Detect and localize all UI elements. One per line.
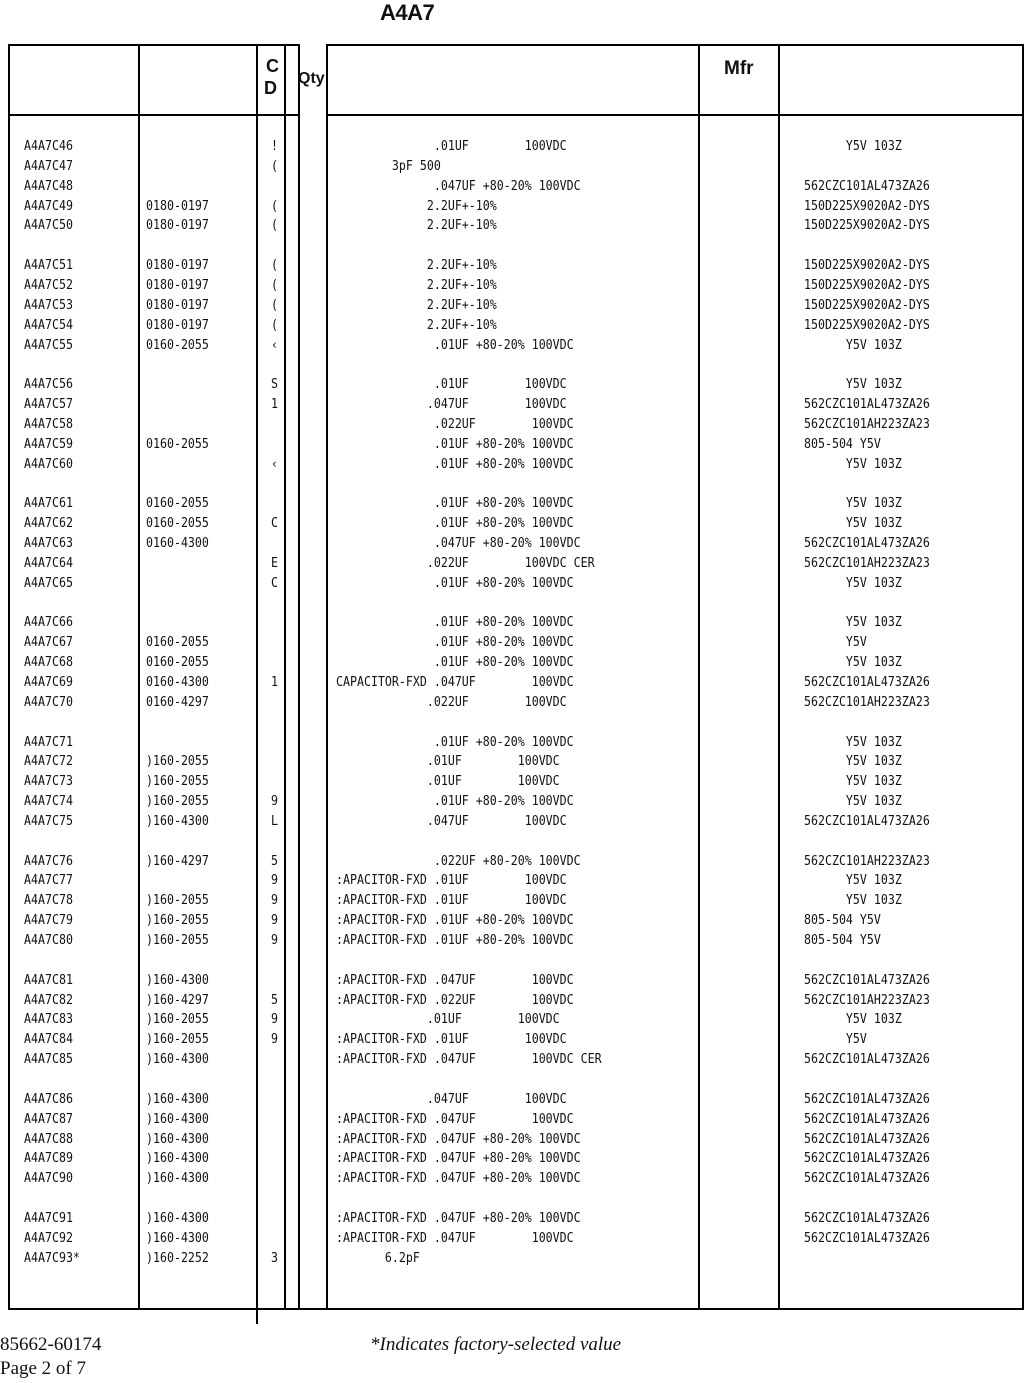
mfr-part-number: Y5V 103Z: [803, 733, 902, 750]
mfr-part-number: 562CZC101AL473ZA26: [803, 396, 930, 413]
part-number: )160-2055: [145, 932, 209, 948]
check-digit: E: [270, 554, 278, 571]
ref-designator: A4A7C62: [23, 515, 73, 532]
table-row: [0, 890, 902, 910]
mfr-part-number: 562CZC101AH223ZA23: [803, 852, 930, 869]
ref-designator: A4A7C78: [23, 892, 73, 909]
table-row: [0, 156, 888, 176]
ref-designator: A4A7C55: [23, 336, 73, 353]
table-row: [0, 215, 930, 235]
part-number: )160-2055: [145, 1031, 209, 1048]
part-number: )160-2055: [145, 892, 209, 909]
table-row: [0, 434, 888, 454]
ref-designator: A4A7C50: [23, 217, 73, 234]
table-row: [0, 692, 930, 712]
table-row: [0, 1089, 930, 1109]
page-title: A4A7: [380, 0, 435, 25]
ref-designator: A4A7C61: [23, 495, 73, 512]
part-number: )160-2055: [145, 793, 209, 810]
mfr-part-number: 562CZC101AH223ZA23: [803, 415, 930, 432]
mfr-part-number: Y5V 103Z: [803, 654, 902, 671]
table-row: [0, 672, 930, 692]
table-row: [0, 275, 930, 295]
description: :APACITOR-FXD .047UF +80-20% 100VDC: [335, 1170, 581, 1187]
part-number: 0180-0197: [145, 197, 209, 214]
check-digit: ‹: [270, 336, 278, 353]
part-number: 0180-0197: [145, 257, 209, 274]
description: 2.2UF+-10%: [335, 316, 497, 333]
description: .01UF 100VDC: [335, 753, 560, 770]
description: 2.2UF+-10%: [335, 296, 497, 313]
description: :APACITOR-FXD .047UF +80-20% 100VDC: [335, 1130, 581, 1147]
description: .022UF +80-20% 100VDC: [335, 852, 581, 869]
mfr-part-number: 562CZC101AL473ZA26: [803, 1229, 930, 1246]
description: .022UF 100VDC: [335, 415, 574, 432]
description: :APACITOR-FXD .01UF 100VDC: [335, 892, 567, 909]
mfr-part-number: 562CZC101AL473ZA26: [803, 1170, 930, 1187]
ref-designator: A4A7C92: [23, 1229, 73, 1246]
part-number: )160-2055: [145, 773, 209, 790]
ref-designator: A4A7C71: [23, 733, 73, 750]
part-number: 0180-0197: [145, 316, 209, 333]
check-digit: 9: [270, 932, 278, 948]
table-row: [0, 771, 902, 791]
check-digit: 9: [270, 793, 278, 810]
ref-designator: A4A7C77: [23, 872, 73, 889]
ref-designator: A4A7C54: [23, 316, 73, 333]
part-number: 0160-4300: [145, 535, 209, 551]
description: .01UF +80-20% 100VDC: [335, 793, 574, 810]
check-digit: 5: [270, 852, 278, 869]
table-top-rule-right: [328, 44, 1022, 46]
table-row: [0, 1029, 888, 1049]
ref-designator: A4A7C47: [23, 157, 73, 174]
part-number: )160-4300: [145, 971, 209, 988]
description: .022UF 100VDC: [335, 693, 567, 710]
table-row: [0, 910, 888, 930]
ref-designator: A4A7C74: [23, 793, 73, 810]
ref-designator: A4A7C86: [23, 1090, 73, 1107]
ref-designator: A4A7C69: [23, 673, 73, 690]
part-number: )160-4300: [145, 1090, 209, 1107]
part-number: 0160-2055: [145, 336, 209, 353]
check-digit: (: [270, 316, 278, 333]
table-row: [0, 1248, 888, 1268]
mfr-part-number: Y5V 103Z: [803, 793, 902, 810]
part-number: )160-4300: [145, 1110, 209, 1127]
part-number: )160-4297: [145, 991, 209, 1008]
mfr-part-number: 562CZC101AH223ZA23: [803, 991, 930, 1008]
table-row: [0, 1109, 930, 1129]
description: .01UF +80-20% 100VDC: [335, 654, 574, 671]
mfr-part-number: 805-504 Y5V: [803, 435, 881, 452]
ref-designator: A4A7C70: [23, 693, 73, 710]
check-digit: 1: [270, 673, 278, 690]
table-row: [0, 870, 902, 890]
table-row: [0, 295, 930, 315]
mfr-part-number: Y5V 103Z: [803, 773, 902, 790]
ref-designator: A4A7C65: [23, 574, 73, 591]
part-number: 0160-2055: [145, 634, 209, 651]
part-number: 0160-4300: [145, 673, 209, 690]
description: .047UF 100VDC: [335, 812, 567, 829]
check-digit: 3: [270, 1249, 278, 1266]
mfr-part-number: 562CZC101AL473ZA26: [803, 1051, 930, 1068]
check-digit: (: [270, 296, 278, 313]
part-number: )160-2055: [145, 1011, 209, 1028]
part-number: )160-4300: [145, 812, 209, 829]
description: .01UF +80-20% 100VDC: [335, 614, 574, 631]
ref-designator: A4A7C91: [23, 1209, 73, 1226]
description: .01UF +80-20% 100VDC: [335, 515, 574, 532]
ref-designator: A4A7C46: [23, 138, 73, 154]
ref-designator: A4A7C59: [23, 435, 73, 452]
description: .01UF +80-20% 100VDC: [335, 574, 574, 591]
part-number: )160-4300: [145, 1229, 209, 1246]
ref-designator: A4A7C48: [23, 177, 73, 194]
check-digit: (: [270, 217, 278, 234]
ref-designator: A4A7C90: [23, 1170, 73, 1187]
ref-designator: A4A7C58: [23, 415, 73, 432]
description: .01UF 100VDC: [335, 138, 567, 154]
check-digit: 9: [270, 1031, 278, 1048]
table-row: [0, 414, 930, 434]
table-row: [0, 493, 902, 513]
mfr-part-number: 150D225X9020A2-DYS: [803, 316, 930, 333]
description: :APACITOR-FXD .022UF 100VDC: [335, 991, 574, 1008]
description: .01UF 100VDC: [335, 1011, 560, 1028]
mfr-part-number: 150D225X9020A2-DYS: [803, 217, 930, 234]
table-row: [0, 970, 930, 990]
table-row: [0, 811, 930, 831]
ref-designator: A4A7C57: [23, 396, 73, 413]
check-digit: 9: [270, 872, 278, 889]
part-number: 0180-0197: [145, 296, 209, 313]
table-row: [0, 791, 902, 811]
mfr-part-number: 562CZC101AL473ZA26: [803, 177, 930, 194]
table-row: [0, 533, 930, 553]
mfr-part-number: Y5V 103Z: [803, 495, 902, 512]
table-row: [0, 1228, 930, 1248]
description: :APACITOR-FXD .01UF 100VDC: [335, 872, 567, 889]
ref-designator: A4A7C89: [23, 1150, 73, 1167]
ref-designator: A4A7C87: [23, 1110, 73, 1127]
check-digit: 9: [270, 892, 278, 909]
ref-designator: A4A7C49: [23, 197, 73, 214]
mfr-part-number: 562CZC101AL473ZA26: [803, 1209, 930, 1226]
check-digit: 5: [270, 991, 278, 1008]
mfr-part-number: Y5V 103Z: [803, 753, 902, 770]
part-number: 0160-4297: [145, 693, 209, 710]
description: :APACITOR-FXD .047UF 100VDC CER: [335, 1051, 602, 1068]
description: .01UF 100VDC: [335, 376, 567, 393]
part-number: )160-4300: [145, 1209, 209, 1226]
table-bottom-rule: [8, 1308, 1024, 1310]
mfr-part-number: 150D225X9020A2-DYS: [803, 257, 930, 274]
description: :APACITOR-FXD .01UF +80-20% 100VDC: [335, 932, 574, 948]
part-number: )160-4300: [145, 1170, 209, 1187]
table-row: [0, 990, 930, 1010]
mfr-part-number: Y5V 103Z: [803, 1011, 902, 1028]
doc-number: 85662-60174: [0, 1334, 102, 1355]
mfr-part-number: 562CZC101AH223ZA23: [803, 693, 930, 710]
check-digit: (: [270, 197, 278, 214]
description: .01UF +80-20% 100VDC: [335, 455, 574, 472]
table-row: [0, 851, 930, 871]
description: .01UF +80-20% 100VDC: [335, 435, 574, 452]
ref-designator: A4A7C72: [23, 753, 73, 770]
mfr-part-number: Y5V 103Z: [803, 872, 902, 889]
check-digit: C: [270, 515, 278, 532]
ref-designator: A4A7C63: [23, 535, 73, 551]
mfr-part-number: Y5V 103Z: [803, 574, 902, 591]
col-line-right: [1022, 44, 1024, 1310]
mfr-part-number: Y5V 103Z: [803, 614, 902, 631]
description: :APACITOR-FXD .047UF 100VDC: [335, 1229, 574, 1246]
mfr-part-number: Y5V 103Z: [803, 455, 902, 472]
part-number: 0160-2055: [145, 515, 209, 532]
description: .022UF 100VDC CER: [335, 554, 595, 571]
part-number: )160-4297: [145, 852, 209, 869]
description: 3pF 500: [335, 157, 441, 174]
mfr-part-number: 150D225X9020A2-DYS: [803, 296, 930, 313]
part-number: 0180-0197: [145, 276, 209, 293]
table-row: [0, 732, 902, 752]
table-row: [0, 454, 902, 474]
check-digit: (: [270, 157, 278, 174]
ref-designator: A4A7C56: [23, 376, 73, 393]
ref-designator: A4A7C83: [23, 1011, 73, 1028]
ref-designator: A4A7C64: [23, 554, 73, 571]
mfr-part-number: 562CZC101AL473ZA26: [803, 812, 930, 829]
check-digit: 9: [270, 912, 278, 929]
table-row: [0, 1009, 902, 1029]
table-row: [0, 196, 930, 216]
ref-designator: A4A7C67: [23, 634, 73, 651]
table-row: [0, 513, 902, 533]
mfr-part-number: 150D225X9020A2-DYS: [803, 276, 930, 293]
ref-designator: A4A7C85: [23, 1051, 73, 1068]
check-digit: C: [270, 574, 278, 591]
ref-designator: A4A7C88: [23, 1130, 73, 1147]
table-header-rule-right: [328, 114, 1022, 116]
description: .01UF +80-20% 100VDC: [335, 733, 574, 750]
description: .047UF +80-20% 100VDC: [335, 535, 581, 551]
mfr-part-number: 805-504 Y5V: [803, 912, 881, 929]
check-digit: ‹: [270, 455, 278, 472]
description: 2.2UF+-10%: [335, 257, 497, 274]
mfr-part-number: 562CZC101AL473ZA26: [803, 673, 930, 690]
description: 2.2UF+-10%: [335, 197, 497, 214]
ref-designator: A4A7C68: [23, 654, 73, 671]
description: .01UF 100VDC: [335, 773, 560, 790]
part-number: 0160-2055: [145, 654, 209, 671]
mfr-part-number: Y5V: [803, 634, 867, 651]
mfr-part-number: Y5V: [803, 1031, 867, 1048]
ref-designator: A4A7C51: [23, 257, 73, 274]
table-row: [0, 1129, 930, 1149]
description: :APACITOR-FXD .01UF 100VDC: [335, 1031, 567, 1048]
part-number: )160-4300: [145, 1051, 209, 1068]
part-number: )160-2252: [145, 1249, 209, 1266]
table-row: [0, 930, 888, 950]
header-mfr: Mfr: [724, 58, 754, 79]
factory-selected-note: *Indicates factory-selected value: [370, 1334, 622, 1355]
mfr-part-number: 562CZC101AL473ZA26: [803, 535, 930, 551]
check-digit: (: [270, 276, 278, 293]
description: .047UF 100VDC: [335, 1090, 567, 1107]
table-row: [0, 315, 930, 335]
description: .047UF +80-20% 100VDC: [335, 177, 581, 194]
mfr-part-number: Y5V 103Z: [803, 515, 902, 532]
table-row: [0, 1148, 930, 1168]
table-row: [0, 176, 930, 196]
description: 2.2UF+-10%: [335, 217, 497, 234]
ref-designator: A4A7C82: [23, 991, 73, 1008]
ref-designator: A4A7C76: [23, 852, 73, 869]
part-number: 0160-2055: [145, 495, 209, 512]
table-row: [0, 394, 930, 414]
description: .01UF +80-20% 100VDC: [335, 336, 574, 353]
description: :APACITOR-FXD .047UF +80-20% 100VDC: [335, 1209, 581, 1226]
ref-designator: A4A7C60: [23, 455, 73, 472]
ref-designator: A4A7C75: [23, 812, 73, 829]
description: .047UF 100VDC: [335, 396, 567, 413]
table-row: [0, 573, 902, 593]
mfr-part-number: 562CZC101AH223ZA23: [803, 554, 930, 571]
table-row: [0, 1049, 930, 1069]
mfr-part-number: 562CZC101AL473ZA26: [803, 1150, 930, 1167]
ref-designator: A4A7C52: [23, 276, 73, 293]
ref-designator: A4A7C53: [23, 296, 73, 313]
check-digit: 1: [270, 396, 278, 413]
table-row: [0, 1208, 930, 1228]
description: .01UF +80-20% 100VDC: [335, 634, 574, 651]
ref-designator: A4A7C79: [23, 912, 73, 929]
ref-designator: A4A7C81: [23, 971, 73, 988]
table-row: [0, 632, 888, 652]
mfr-part-number: Y5V 103Z: [803, 892, 902, 909]
part-number: )160-2055: [145, 912, 209, 929]
description: :APACITOR-FXD .01UF +80-20% 100VDC: [335, 912, 574, 929]
description: .01UF +80-20% 100VDC: [335, 495, 574, 512]
mfr-part-number: Y5V 103Z: [803, 138, 902, 154]
table-row: [0, 553, 930, 573]
table-row: [0, 335, 902, 355]
part-number: )160-2055: [145, 753, 209, 770]
mfr-part-number: 562CZC101AL473ZA26: [803, 1090, 930, 1107]
description: CAPACITOR-FXD .047UF 100VDC: [335, 673, 574, 690]
table-row: [0, 652, 902, 672]
ref-designator: A4A7C84: [23, 1031, 73, 1048]
mfr-part-number: 562CZC101AL473ZA26: [803, 1130, 930, 1147]
table-row: [0, 1168, 930, 1188]
table-row: [0, 374, 902, 394]
part-number: )160-4300: [145, 1150, 209, 1167]
check-digit: !: [270, 138, 278, 154]
table-row: [0, 255, 930, 275]
check-digit: L: [270, 812, 278, 829]
check-digit: 9: [270, 1011, 278, 1028]
part-number: )160-4300: [145, 1130, 209, 1147]
mfr-part-number: Y5V 103Z: [803, 376, 902, 393]
check-digit: (: [270, 257, 278, 274]
mfr-part-number: 150D225X9020A2-DYS: [803, 197, 930, 214]
description: 2.2UF+-10%: [335, 276, 497, 293]
mfr-part-number: 562CZC101AL473ZA26: [803, 971, 930, 988]
mfr-part-number: 805-504 Y5V: [803, 932, 881, 948]
description: 6.2pF: [335, 1249, 420, 1266]
mfr-part-number: Y5V 103Z: [803, 336, 902, 353]
page-number: Page 2 of 7: [0, 1358, 87, 1379]
header-qty: Qty: [298, 70, 325, 87]
ref-designator: A4A7C73: [23, 773, 73, 790]
description: :APACITOR-FXD .047UF 100VDC: [335, 971, 574, 988]
mfr-part-number: 562CZC101AL473ZA26: [803, 1110, 930, 1127]
ref-designator: A4A7C93*: [23, 1249, 80, 1266]
description: :APACITOR-FXD .047UF +80-20% 100VDC: [335, 1150, 581, 1167]
check-digit: S: [270, 376, 278, 393]
table-row: [0, 751, 902, 771]
part-number: 0180-0197: [145, 217, 209, 234]
ref-designator: A4A7C66: [23, 614, 73, 631]
ref-designator: A4A7C80: [23, 932, 73, 948]
description: :APACITOR-FXD .047UF 100VDC: [335, 1110, 574, 1127]
header-cd-top: C: [266, 56, 279, 76]
part-number: 0160-2055: [145, 435, 209, 452]
table-row: [0, 612, 902, 632]
table-row: [0, 136, 902, 156]
header-cd-bottom: D: [264, 78, 277, 98]
